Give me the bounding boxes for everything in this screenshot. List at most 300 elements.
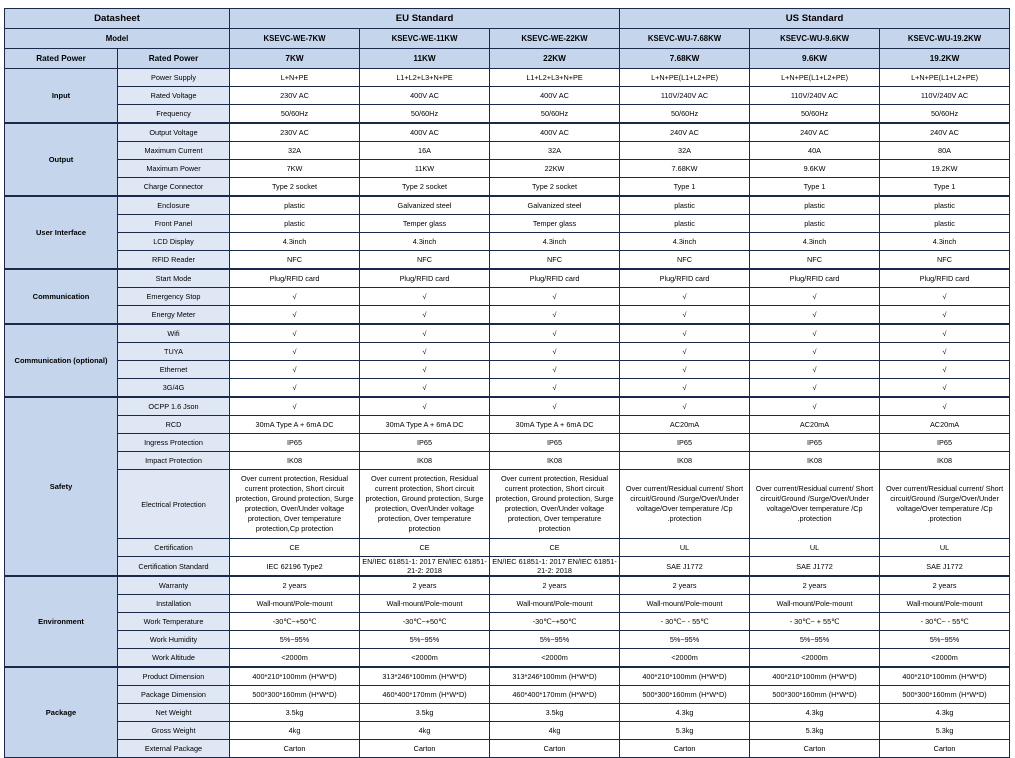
spec-param-label: Warranty xyxy=(118,576,230,595)
spec-row xyxy=(5,434,1010,452)
us-standard-header: US Standard xyxy=(620,9,1010,29)
spec-value: √ xyxy=(230,306,360,325)
spec-param-label: Ethernet xyxy=(118,361,230,379)
spec-value: Plug/RFID card xyxy=(880,269,1010,288)
model-name: KSEVC-WE-11KW xyxy=(360,29,490,49)
spec-value: IK08 xyxy=(620,452,750,470)
spec-param-label: Emergency Stop xyxy=(118,288,230,306)
spec-value: 32A xyxy=(490,142,620,160)
spec-value: <2000m xyxy=(230,649,360,668)
spec-param-label: Installation xyxy=(118,595,230,613)
spec-value: 500*300*160mm (H*W*D) xyxy=(880,686,1010,704)
spec-value: 4.3inch xyxy=(880,233,1010,251)
spec-value: √ xyxy=(620,361,750,379)
spec-value: Wall-mount/Pole-mount xyxy=(230,595,360,613)
spec-param-label: Work Temperature xyxy=(118,613,230,631)
spec-row xyxy=(5,233,1010,251)
spec-value: -30℃~+50℃ xyxy=(490,613,620,631)
spec-row xyxy=(5,196,1010,215)
spec-value: L+N+PE(L1+L2+PE) xyxy=(880,69,1010,87)
spec-value: SAE J1772 xyxy=(620,557,750,577)
spec-value: Temper glass xyxy=(360,215,490,233)
spec-value: 32A xyxy=(230,142,360,160)
spec-row xyxy=(5,343,1010,361)
spec-param-label: Maximum Power xyxy=(118,160,230,178)
spec-value: Plug/RFID card xyxy=(490,269,620,288)
spec-value: <2000m xyxy=(360,649,490,668)
spec-value: Type 1 xyxy=(750,178,880,197)
spec-value: 30mA Type A + 6mA DC xyxy=(490,416,620,434)
header-row-rated-power xyxy=(5,49,1010,69)
spec-value: 16A xyxy=(360,142,490,160)
spec-value: 460*400*170mm (H*W*D) xyxy=(360,686,490,704)
spec-value: NFC xyxy=(490,251,620,270)
model-name: KSEVC-WU-9.6KW xyxy=(750,29,880,49)
spec-row xyxy=(5,69,1010,87)
spec-value: CE xyxy=(360,539,490,557)
spec-value: UL xyxy=(750,539,880,557)
spec-row xyxy=(5,379,1010,398)
spec-value: √ xyxy=(880,288,1010,306)
spec-value: 400V AC xyxy=(360,87,490,105)
section-category: Output xyxy=(5,123,118,196)
section-category: Communication xyxy=(5,269,118,324)
spec-value: √ xyxy=(620,379,750,398)
spec-value: plastic xyxy=(880,215,1010,233)
spec-value: - 30℃~ - 55℃ xyxy=(880,613,1010,631)
eu-standard-header: EU Standard xyxy=(230,9,620,29)
rated-power-value: 22KW xyxy=(490,49,620,69)
spec-value: 5%~95% xyxy=(880,631,1010,649)
spec-value: IP65 xyxy=(490,434,620,452)
spec-value: 4.3inch xyxy=(490,233,620,251)
spec-value: √ xyxy=(360,288,490,306)
spec-value: √ xyxy=(360,379,490,398)
spec-param-label: Impact Protection xyxy=(118,452,230,470)
spec-value: 9.6KW xyxy=(750,160,880,178)
spec-param-label: LCD Display xyxy=(118,233,230,251)
spec-value: √ xyxy=(490,343,620,361)
spec-row xyxy=(5,178,1010,197)
spec-value: √ xyxy=(750,361,880,379)
spec-param-label: Maximum Current xyxy=(118,142,230,160)
rated-power-value: 7KW xyxy=(230,49,360,69)
spec-row xyxy=(5,160,1010,178)
spec-value: 4kg xyxy=(230,722,360,740)
spec-value: 2 years xyxy=(490,576,620,595)
spec-row xyxy=(5,649,1010,668)
spec-value: IK08 xyxy=(230,452,360,470)
section-category: Communication (optional) xyxy=(5,324,118,397)
spec-param-label: Start Mode xyxy=(118,269,230,288)
spec-value: Type 1 xyxy=(620,178,750,197)
spec-value: Carton xyxy=(230,740,360,758)
spec-value: Plug/RFID card xyxy=(620,269,750,288)
spec-value: 110V/240V AC xyxy=(750,87,880,105)
spec-value: 5%~95% xyxy=(360,631,490,649)
spec-param-label: Gross Weight xyxy=(118,722,230,740)
header-row-standards xyxy=(5,9,1010,29)
spec-value: 500*300*160mm (H*W*D) xyxy=(750,686,880,704)
spec-value: 7KW xyxy=(230,160,360,178)
spec-value: - 30℃~ - 55℃ xyxy=(620,613,750,631)
spec-value: Carton xyxy=(490,740,620,758)
spec-value: 5.3kg xyxy=(620,722,750,740)
spec-value: AC20mA xyxy=(620,416,750,434)
spec-value: √ xyxy=(360,343,490,361)
spec-value: 400*210*100mm (H*W*D) xyxy=(880,667,1010,686)
rated-power-value: 7.68KW xyxy=(620,49,750,69)
spec-param-label: Ingress Protection xyxy=(118,434,230,452)
spec-row xyxy=(5,87,1010,105)
spec-value: AC20mA xyxy=(880,416,1010,434)
spec-row xyxy=(5,613,1010,631)
spec-value: √ xyxy=(360,361,490,379)
spec-param-label: Frequency xyxy=(118,105,230,124)
spec-value: IK08 xyxy=(750,452,880,470)
spec-row xyxy=(5,539,1010,557)
spec-value: <2000m xyxy=(750,649,880,668)
spec-param-label: Package Dimension xyxy=(118,686,230,704)
spec-value: Type 1 xyxy=(880,178,1010,197)
spec-value: Carton xyxy=(880,740,1010,758)
spec-value: Plug/RFID card xyxy=(230,269,360,288)
spec-value: 5%~95% xyxy=(620,631,750,649)
spec-value: 400V AC xyxy=(490,87,620,105)
spec-param-label: External Package xyxy=(118,740,230,758)
spec-value: plastic xyxy=(230,215,360,233)
spec-row xyxy=(5,142,1010,160)
spec-value: 110V/240V AC xyxy=(880,87,1010,105)
spec-value: Type 2 socket xyxy=(490,178,620,197)
spec-value: IP65 xyxy=(750,434,880,452)
spec-value: √ xyxy=(620,343,750,361)
model-name: KSEVC-WE-7KW xyxy=(230,29,360,49)
spec-row xyxy=(5,557,1010,577)
section-category: Safety xyxy=(5,397,118,576)
model-name: KSEVC-WU-7.68KW xyxy=(620,29,750,49)
spec-value: √ xyxy=(360,324,490,343)
model-name: KSEVC-WE-22KW xyxy=(490,29,620,49)
spec-value: - 30℃~ + 55℃ xyxy=(750,613,880,631)
spec-param-label: Power Supply xyxy=(118,69,230,87)
spec-value: √ xyxy=(750,288,880,306)
spec-value: 50/60Hz xyxy=(620,105,750,124)
spec-param-label: 3G/4G xyxy=(118,379,230,398)
spec-value: Plug/RFID card xyxy=(360,269,490,288)
spec-value: 4kg xyxy=(360,722,490,740)
spec-row xyxy=(5,269,1010,288)
spec-value: 5.3kg xyxy=(750,722,880,740)
spec-param-label: RFID Reader xyxy=(118,251,230,270)
spec-value: 19.2KW xyxy=(880,160,1010,178)
spec-param-label: Output Voltage xyxy=(118,123,230,142)
spec-value: 5%~95% xyxy=(750,631,880,649)
spec-value: Over current/Residual current/ Short circuit/Ground /Surge/Over/Under voltage/Over temperature /Cp .protection xyxy=(880,470,1010,539)
spec-value: 4.3kg xyxy=(880,704,1010,722)
spec-value: √ xyxy=(880,343,1010,361)
spec-row xyxy=(5,631,1010,649)
section-category: User Interface xyxy=(5,196,118,269)
spec-row xyxy=(5,288,1010,306)
spec-value: IK08 xyxy=(360,452,490,470)
spec-value: Plug/RFID card xyxy=(750,269,880,288)
spec-value: 50/60Hz xyxy=(490,105,620,124)
spec-value: 3.5kg xyxy=(230,704,360,722)
spec-row xyxy=(5,722,1010,740)
spec-value: 4.3inch xyxy=(360,233,490,251)
spec-param-label: Wifi xyxy=(118,324,230,343)
spec-row xyxy=(5,123,1010,142)
spec-value: 400V AC xyxy=(360,123,490,142)
spec-value: 7.68KW xyxy=(620,160,750,178)
spec-value: AC20mA xyxy=(750,416,880,434)
spec-value: Type 2 socket xyxy=(230,178,360,197)
spec-value: 313*246*100mm (H*W*D) xyxy=(360,667,490,686)
spec-value: Wall-mount/Pole-mount xyxy=(490,595,620,613)
spec-value: Galvanized steel xyxy=(490,196,620,215)
spec-value: 400V AC xyxy=(490,123,620,142)
spec-value: √ xyxy=(230,361,360,379)
spec-value: IP65 xyxy=(880,434,1010,452)
spec-value: NFC xyxy=(620,251,750,270)
spec-value: IK08 xyxy=(490,452,620,470)
spec-value: L1+L2+L3+N+PE xyxy=(360,69,490,87)
spec-param-label: Enclosure xyxy=(118,196,230,215)
spec-row xyxy=(5,251,1010,270)
spec-value: √ xyxy=(360,306,490,325)
spec-value: √ xyxy=(880,397,1010,416)
spec-value: NFC xyxy=(750,251,880,270)
spec-value: 4.3inch xyxy=(230,233,360,251)
spec-value: √ xyxy=(490,379,620,398)
spec-row xyxy=(5,686,1010,704)
spec-value: Over current protection, Residual current protection, Short circuit protection, Ground protection, Surge protection, Over/Under voltage protection, Over temperature protection,Cp protection xyxy=(230,470,360,539)
spec-value: 30mA Type A + 6mA DC xyxy=(360,416,490,434)
spec-param-label: Charge Connector xyxy=(118,178,230,197)
spec-value: √ xyxy=(230,288,360,306)
spec-value: 2 years xyxy=(750,576,880,595)
spec-value: 11KW xyxy=(360,160,490,178)
spec-value: plastic xyxy=(230,196,360,215)
spec-value: √ xyxy=(750,306,880,325)
spec-value: √ xyxy=(880,306,1010,325)
spec-value: IEC 62196 Type2 xyxy=(230,557,360,577)
spec-value: NFC xyxy=(360,251,490,270)
spec-value: Type 2 socket xyxy=(360,178,490,197)
spec-value: -30℃~+50℃ xyxy=(230,613,360,631)
spec-value: L+N+PE(L1+L2+PE) xyxy=(620,69,750,87)
spec-value: 4kg xyxy=(490,722,620,740)
spec-value: 50/60Hz xyxy=(750,105,880,124)
spec-value: 4.3kg xyxy=(750,704,880,722)
spec-value: L+N+PE xyxy=(230,69,360,87)
spec-value: √ xyxy=(230,324,360,343)
spec-value: 230V AC xyxy=(230,123,360,142)
spec-value: 240V AC xyxy=(750,123,880,142)
spec-row xyxy=(5,397,1010,416)
rated-power-label: Rated Power xyxy=(118,49,230,69)
spec-value: 40A xyxy=(750,142,880,160)
spec-value: SAE J1772 xyxy=(750,557,880,577)
spec-value: NFC xyxy=(230,251,360,270)
spec-value: IP65 xyxy=(620,434,750,452)
datasheet-title: Datasheet xyxy=(5,9,230,29)
spec-value: 22KW xyxy=(490,160,620,178)
spec-value: 80A xyxy=(880,142,1010,160)
spec-value: 2 years xyxy=(360,576,490,595)
spec-value: 400*210*100mm (H*W*D) xyxy=(620,667,750,686)
spec-value: √ xyxy=(230,397,360,416)
spec-value: √ xyxy=(230,379,360,398)
spec-value: 400*210*100mm (H*W*D) xyxy=(230,667,360,686)
spec-value: L1+L2+L3+N+PE xyxy=(490,69,620,87)
spec-value: plastic xyxy=(620,215,750,233)
spec-value: 4.3inch xyxy=(620,233,750,251)
spec-value: UL xyxy=(880,539,1010,557)
spec-value: √ xyxy=(620,306,750,325)
spec-value: plastic xyxy=(750,196,880,215)
spec-value: 5%~95% xyxy=(490,631,620,649)
spec-value: √ xyxy=(620,324,750,343)
spec-value: IK08 xyxy=(880,452,1010,470)
spec-value: 500*300*160mm (H*W*D) xyxy=(620,686,750,704)
rated-power-value: 11KW xyxy=(360,49,490,69)
spec-value: 50/60Hz xyxy=(360,105,490,124)
spec-param-label: Rated Voltage xyxy=(118,87,230,105)
spec-value: √ xyxy=(880,379,1010,398)
spec-value: <2000m xyxy=(880,649,1010,668)
spec-value: 4.3kg xyxy=(620,704,750,722)
spec-row xyxy=(5,105,1010,124)
spec-value: √ xyxy=(750,379,880,398)
section-category: Environment xyxy=(5,576,118,667)
spec-value: IP65 xyxy=(230,434,360,452)
spec-param-label: Work Humidity xyxy=(118,631,230,649)
spec-value: √ xyxy=(490,288,620,306)
spec-value: 3.5kg xyxy=(490,704,620,722)
spec-value: <2000m xyxy=(490,649,620,668)
spec-param-label: TUYA xyxy=(118,343,230,361)
spec-value: √ xyxy=(620,397,750,416)
spec-row xyxy=(5,740,1010,758)
spec-param-label: Energy Meter xyxy=(118,306,230,325)
spec-value: plastic xyxy=(880,196,1010,215)
spec-value: 2 years xyxy=(230,576,360,595)
spec-value: 2 years xyxy=(880,576,1010,595)
spec-param-label: RCD xyxy=(118,416,230,434)
spec-value: IP65 xyxy=(360,434,490,452)
spec-value: 460*400*170mm (H*W*D) xyxy=(490,686,620,704)
spec-value: Wall-mount/Pole-mount xyxy=(880,595,1010,613)
spec-row xyxy=(5,361,1010,379)
spec-value: 4.3inch xyxy=(750,233,880,251)
spec-value: 3.5kg xyxy=(360,704,490,722)
spec-value: 32A xyxy=(620,142,750,160)
spec-value: UL xyxy=(620,539,750,557)
model-name: KSEVC-WU-19.2KW xyxy=(880,29,1010,49)
spec-row xyxy=(5,704,1010,722)
spec-row xyxy=(5,306,1010,325)
spec-value: 50/60Hz xyxy=(880,105,1010,124)
header-row-models xyxy=(5,29,1010,49)
spec-param-label: Certification xyxy=(118,539,230,557)
spec-value: √ xyxy=(490,306,620,325)
spec-value: L+N+PE(L1+L2+PE) xyxy=(750,69,880,87)
spec-row xyxy=(5,215,1010,233)
spec-value: 2 years xyxy=(620,576,750,595)
spec-value: Wall-mount/Pole-mount xyxy=(750,595,880,613)
spec-value: Carton xyxy=(360,740,490,758)
spec-row xyxy=(5,452,1010,470)
spec-value: √ xyxy=(880,361,1010,379)
spec-value: Over current/Residual current/ Short circuit/Ground /Surge/Over/Under voltage/Over temperature /Cp .protection xyxy=(750,470,880,539)
spec-param-label: Electrical Protection xyxy=(118,470,230,539)
spec-value: Carton xyxy=(620,740,750,758)
spec-value: <2000m xyxy=(620,649,750,668)
spec-value: plastic xyxy=(750,215,880,233)
spec-value: 313*246*100mm (H*W*D) xyxy=(490,667,620,686)
spec-value: Carton xyxy=(750,740,880,758)
spec-value: Wall-mount/Pole-mount xyxy=(620,595,750,613)
spec-param-label: Certification Standard xyxy=(118,557,230,577)
spec-value: Over current protection, Residual current protection, Short circuit protection, Ground protection, Surge protection, Over/Under voltage protection, Over temperature protection xyxy=(360,470,490,539)
spec-value: EN/IEC 61851-1: 2017 EN/IEC 61851-21-2: 2018 xyxy=(490,557,620,577)
spec-value: plastic xyxy=(620,196,750,215)
section-category: Input xyxy=(5,69,118,124)
spec-value: √ xyxy=(750,343,880,361)
spec-value: √ xyxy=(490,324,620,343)
rated-power-value: 19.2KW xyxy=(880,49,1010,69)
spec-param-label: Product Dimension xyxy=(118,667,230,686)
spec-value: SAE J1772 xyxy=(880,557,1010,577)
spec-row xyxy=(5,667,1010,686)
spec-value: -30℃~+50℃ xyxy=(360,613,490,631)
spec-value: 5%~95% xyxy=(230,631,360,649)
spec-row xyxy=(5,595,1010,613)
section-category: Package xyxy=(5,667,118,758)
spec-param-label: Net Weight xyxy=(118,704,230,722)
spec-param-label: Front Panel xyxy=(118,215,230,233)
spec-value: Galvanized steel xyxy=(360,196,490,215)
spec-value: 110V/240V AC xyxy=(620,87,750,105)
spec-value: √ xyxy=(490,361,620,379)
spec-value: √ xyxy=(490,397,620,416)
spec-value: Over current/Residual current/ Short circuit/Ground /Surge/Over/Under voltage/Over temperature /Cp .protection xyxy=(620,470,750,539)
spec-value: CE xyxy=(230,539,360,557)
spec-value: √ xyxy=(750,397,880,416)
spec-value: NFC xyxy=(880,251,1010,270)
spec-value: Temper glass xyxy=(490,215,620,233)
spec-param-label: Work Altitude xyxy=(118,649,230,668)
spec-value: Over current protection, Residual current protection, Short circuit protection, Ground protection, Surge protection, Over/Under voltage protection, Over temperature protection xyxy=(490,470,620,539)
spec-param-label: OCPP 1.6 Json xyxy=(118,397,230,416)
spec-value: 50/60Hz xyxy=(230,105,360,124)
spec-value: 400*210*100mm (H*W*D) xyxy=(750,667,880,686)
spec-value: EN/IEC 61851-1: 2017 EN/IEC 61851-21-2: 2018 xyxy=(360,557,490,577)
spec-value: √ xyxy=(230,343,360,361)
spec-value: √ xyxy=(750,324,880,343)
spec-value: 240V AC xyxy=(620,123,750,142)
spec-value: 30mA Type A + 6mA DC xyxy=(230,416,360,434)
rated-power-category: Rated Power xyxy=(5,49,118,69)
rated-power-value: 9.6KW xyxy=(750,49,880,69)
spec-value: √ xyxy=(360,397,490,416)
spec-value: 5.3kg xyxy=(880,722,1010,740)
spec-value: √ xyxy=(880,324,1010,343)
spec-value: Wall-mount/Pole-mount xyxy=(360,595,490,613)
model-label: Model xyxy=(5,29,230,49)
